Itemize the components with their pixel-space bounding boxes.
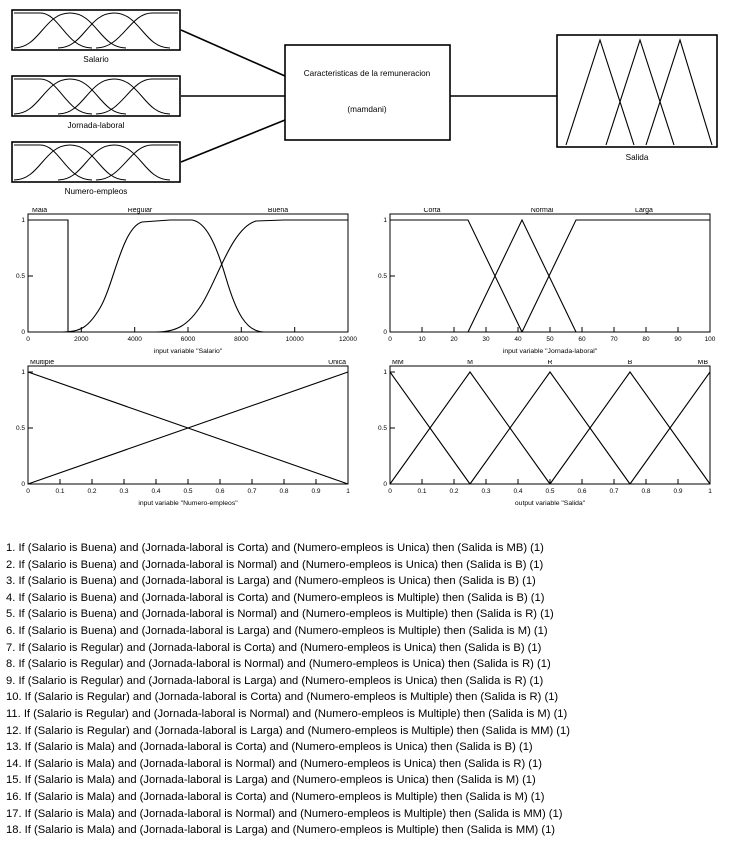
xtick-0: 0 [26, 488, 30, 495]
rule-item: 1. If (Salario is Buena) and (Jornada-laboral is Corta) and (Numero-empleos is Unica) then (Salida is MB) (1) [6, 542, 544, 554]
term-label-mb: MB [697, 360, 708, 366]
system-block [285, 45, 450, 140]
xtick-9: 0.9 [311, 488, 321, 495]
xtick-10: 1 [708, 488, 712, 495]
plot-salida [372, 360, 722, 512]
xtick-1: 0.1 [417, 488, 427, 495]
xtick-6: 0.6 [577, 488, 587, 495]
ytick-1: 1 [383, 369, 387, 376]
xtick-3: 0.3 [481, 488, 491, 495]
rule-item: 14. If (Salario is Mala) and (Jornada-laboral is Normal) and (Numero-empleos is Unica) then (Salida is R) (1) [6, 757, 542, 770]
ytick-0: 0 [21, 481, 25, 488]
xtick-0: 0 [388, 336, 392, 343]
output-label-salida: Salida [625, 153, 649, 162]
rule-item: 4. If (Salario is Buena) and (Jornada-laboral is Corta) and (Numero-empleos is Multiple) then (Salida is B) (1) [6, 591, 545, 604]
xtick-9: 0.9 [673, 488, 683, 495]
rule-item: 2. If (Salario is Buena) and (Jornada-laboral is Normal) and (Numero-empleos is Unica) then (Salida is B) (1) [6, 558, 544, 571]
ytick-0: 0 [383, 329, 387, 336]
xtick-4: 0.4 [513, 488, 523, 495]
rule-item: 3. If (Salario is Buena) and (Jornada-laboral is Larga) and (Numero-empleos is Unica) then (Salida is B) (1) [6, 575, 536, 588]
term-label-b: B [627, 360, 633, 366]
term-label-r: R [547, 360, 553, 366]
fis-structure-diagram [0, 0, 730, 195]
rule-list [0, 540, 730, 839]
xtick-1: 2000 [74, 336, 89, 343]
xtick-4: 8000 [234, 336, 249, 343]
plot-numero-empleos [10, 360, 360, 512]
ytick-1: 1 [21, 217, 25, 224]
xtick-5: 50 [546, 336, 554, 343]
xtick-4: 40 [514, 336, 522, 343]
term-label-unica: Unica [328, 360, 346, 366]
term-label-m: M [467, 360, 473, 366]
ytick-05: 0.5 [15, 273, 25, 280]
ytick-1: 1 [21, 369, 25, 376]
input-block-numero-empleos [12, 142, 180, 195]
xtick-7: 0.7 [609, 488, 619, 495]
plot-jornada-laboral [372, 208, 722, 360]
axis-title-salario: input variable "Salario" [153, 348, 223, 355]
membership-function-plots [0, 200, 730, 510]
input-label-jornada-laboral: Jornada-laboral [67, 121, 125, 130]
xtick-3: 0.3 [119, 488, 129, 495]
rule-item: 15. If (Salario is Mala) and (Jornada-laboral is Larga) and (Numero-empleos is Unica) then (Salida is M) (1) [6, 774, 536, 787]
xtick-5: 0.5 [545, 488, 555, 495]
rule-item: 16. If (Salario is Mala) and (Jornada-laboral is Corta) and (Numero-empleos is Multiple) then (Salida is M) (1) [6, 790, 545, 803]
xtick-1: 10 [418, 336, 426, 343]
term-label-mala: Mala [32, 208, 48, 214]
axis-title-numero-empleos: input variable "Numero-empleos" [138, 500, 238, 507]
xtick-2: 0.2 [449, 488, 459, 495]
input-block-jornada-laboral [12, 76, 180, 130]
xtick-2: 4000 [127, 336, 142, 343]
xtick-10: 100 [704, 336, 716, 343]
xtick-8: 0.8 [641, 488, 651, 495]
xtick-6: 12000 [338, 336, 358, 343]
term-label-normal: Normal [530, 208, 554, 214]
output-block-salida [557, 35, 717, 162]
xtick-3: 6000 [180, 336, 196, 343]
ytick-1: 1 [383, 217, 387, 224]
rule-item: 18. If (Salario is Mala) and (Jornada-laboral is Larga) and (Numero-empleos is Multiple) then (Salida is MM) (1) [6, 824, 556, 837]
term-label-regular: Regular [127, 208, 153, 214]
rule-item: 10. If (Salario is Regular) and (Jornada-laboral is Corta) and (Numero-empleos is Multiple) then (Salida is R) (1) [6, 691, 559, 704]
rule-item: 7. If (Salario is Regular) and (Jornada-laboral is Corta) and (Numero-empleos is Unica) then (Salida is B) (1) [6, 641, 542, 654]
xtick-0: 0 [26, 336, 30, 343]
rule-item: 17. If (Salario is Mala) and (Jornada-laboral is Normal) and (Numero-empleos is Multiple) then (Salida is MM) (1) [6, 807, 563, 820]
xtick-6: 0.6 [215, 488, 225, 495]
axis-title-salida: output variable "Salida" [514, 500, 586, 507]
term-label-larga: Larga [635, 208, 653, 214]
input-label-salario: Salario [83, 55, 109, 64]
rule-item: 5. If (Salario is Buena) and (Jornada-laboral is Normal) and (Numero-empleos is Multiple) then (Salida is R) (1) [6, 608, 554, 621]
term-label-mm: MM [392, 360, 404, 366]
xtick-7: 70 [610, 336, 618, 343]
system-type: (mamdani) [347, 105, 387, 114]
rule-item: 8. If (Salario is Regular) and (Jornada-laboral is Normal) and (Numero-empleos is Unica) then (Salida is R) (1) [6, 658, 551, 671]
xtick-7: 0.7 [247, 488, 257, 495]
ytick-05: 0.5 [377, 425, 387, 432]
xtick-6: 60 [578, 336, 586, 343]
xtick-9: 90 [674, 336, 682, 343]
ytick-0: 0 [383, 481, 387, 488]
xtick-10: 1 [346, 488, 350, 495]
xtick-5: 0.5 [183, 488, 193, 495]
input-label-numero-empleos: Numero-empleos [64, 187, 128, 195]
ytick-05: 0.5 [15, 425, 25, 432]
term-label-multiple: Multiple [30, 360, 55, 366]
xtick-3: 30 [482, 336, 490, 343]
xtick-8: 0.8 [279, 488, 289, 495]
system-title: Caracteristicas de la remuneracion [303, 69, 431, 78]
axis-title-jornada-laboral: input variable "Jornada-laboral" [502, 348, 598, 355]
ytick-05: 0.5 [377, 273, 387, 280]
xtick-0: 0 [388, 488, 392, 495]
rule-item: 12. If (Salario is Regular) and (Jornada-laboral is Larga) and (Numero-empleos is Multiple) then (Salida is MM) (1) [6, 724, 570, 737]
xtick-2: 20 [450, 336, 458, 343]
xtick-2: 0.2 [87, 488, 97, 495]
rule-item: 11. If (Salario is Regular) and (Jornada-laboral is Normal) and (Numero-empleos is Multiple) then (Salida is M) (1) [6, 707, 568, 720]
rule-item: 6. If (Salario is Buena) and (Jornada-laboral is Larga) and (Numero-empleos is Multiple) then (Salida is M) (1) [6, 624, 548, 637]
xtick-8: 80 [642, 336, 650, 343]
input-block-salario [12, 10, 180, 64]
xtick-1: 0.1 [55, 488, 65, 495]
rule-item: 9. If (Salario is Regular) and (Jornada-laboral is Larga) and (Numero-empleos is Unica) then (Salida is R) (1) [6, 674, 544, 687]
term-label-buena: Buena [267, 208, 289, 214]
xtick-5: 10000 [285, 336, 304, 343]
rule-item: 13. If (Salario is Mala) and (Jornada-laboral is Corta) and (Numero-empleos is Unica) then (Salida is B) (1) [6, 741, 533, 754]
term-label-corta: Corta [423, 208, 441, 214]
xtick-4: 0.4 [151, 488, 161, 495]
plot-salario [10, 208, 360, 360]
ytick-0: 0 [21, 329, 25, 336]
